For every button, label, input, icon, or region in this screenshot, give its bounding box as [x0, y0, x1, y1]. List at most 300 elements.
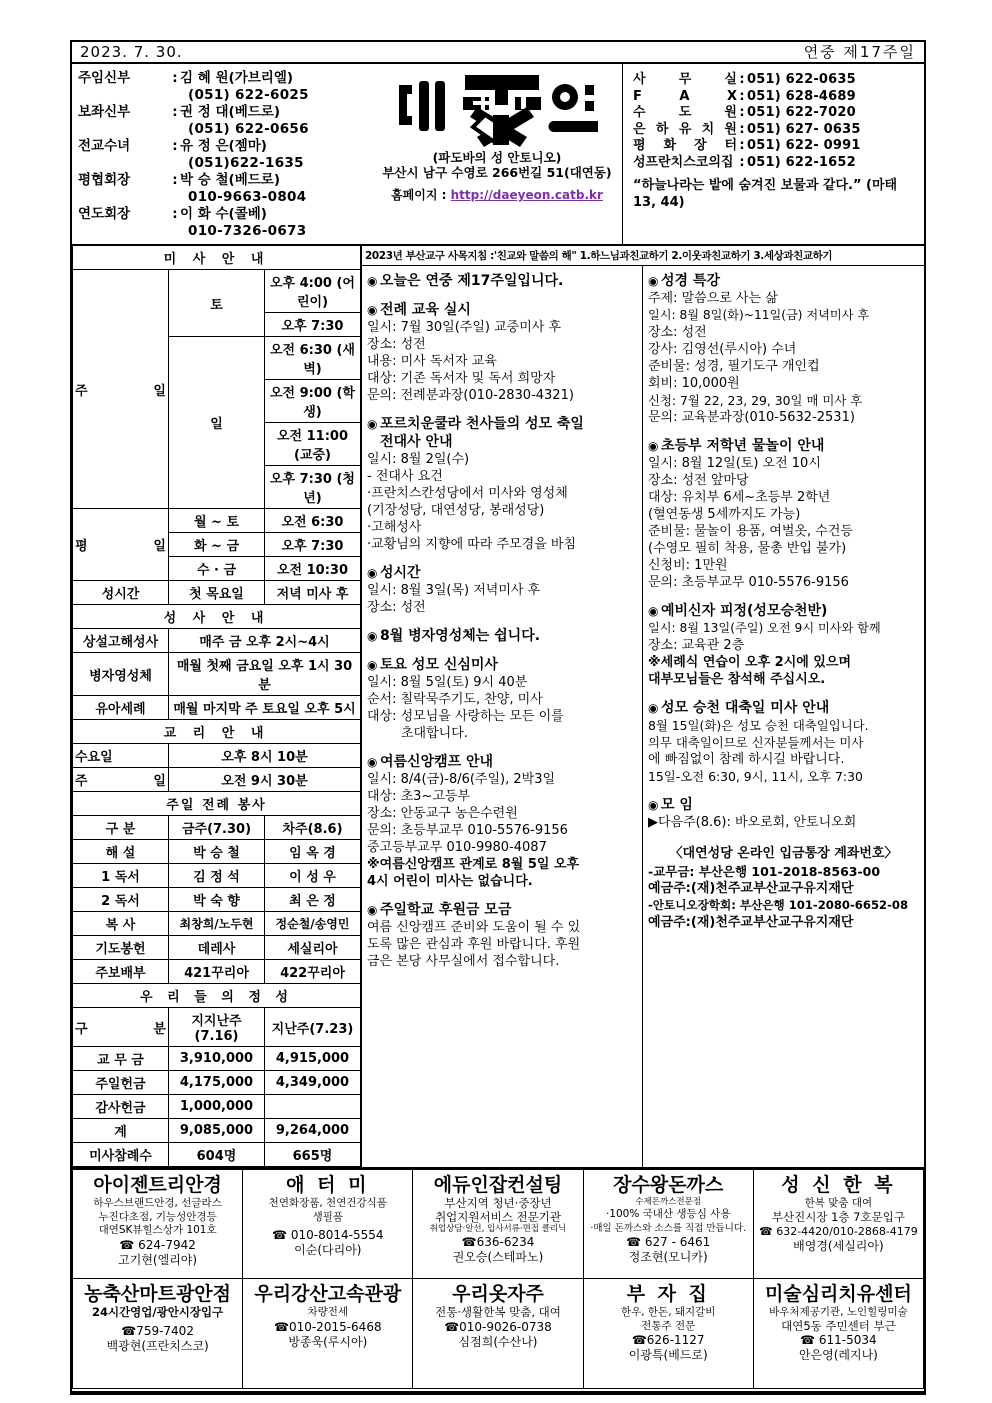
announcement-line: 8월 15일(화)은 성모 승천 대축일입니다. [648, 718, 869, 733]
bulletin-body [72, 246, 924, 1169]
ad-detail: 전통주 전문 [641, 1319, 696, 1332]
sacrament-time: 매월 마지막 주 토요일 오후 5시 [169, 696, 361, 720]
ad-owner: 안은영(레지나) [798, 1348, 878, 1362]
announcement [648, 437, 919, 591]
offering-header: 구 분 [73, 1008, 169, 1047]
sacrament-table-title: 성 사 안 내 [73, 605, 361, 629]
ad-detail: 차량전세 [307, 1306, 349, 1318]
announcement-line: 장소: 성전 [367, 337, 426, 352]
clergy-role: 연도회장 [78, 206, 131, 222]
announcement [648, 699, 919, 785]
offering-amount: 1,000,000 [169, 1095, 265, 1119]
announcement-line: 의무 대축일이므로 신자분들께서는 미사 [648, 735, 864, 750]
masthead [72, 64, 924, 246]
bank-account-holder: 예금주:(재)천주교부산교구유지재단 [648, 915, 854, 930]
daeyeon-calligraphy-logo [389, 71, 605, 147]
announcement-line: - 전대사 요건 [367, 469, 443, 484]
ad-detail: 한복 맞춤 대여 [804, 1197, 873, 1209]
contact-phone: 051) 622-7020 [747, 105, 856, 120]
liturgy-this-week: 421꾸리아 [169, 960, 265, 984]
announcement [367, 656, 637, 742]
announcement-line: 여름 신앙캠프 준비와 도움이 될 수 있 [367, 920, 581, 935]
clergy-role: 주임신부 [78, 70, 131, 86]
contact-label: 수 도 원 [633, 105, 737, 120]
mass-time: 오전 6:30 (새벽) [265, 337, 361, 380]
announcement [367, 901, 637, 970]
bullet-icon: ◉ [367, 566, 378, 580]
parish-patron: (파도바의 성 안토니오) [432, 150, 562, 165]
announcement [367, 301, 637, 404]
ad-card[interactable] [72, 1169, 243, 1279]
ad-business-name: 미술심리치유센터 [764, 1283, 912, 1305]
ad-owner: 고기현(엘리야) [118, 1252, 198, 1267]
announcement-title: 모 임 [661, 797, 693, 813]
mass-time: 오후 4:00 (어린이) [265, 270, 361, 313]
contact-row [633, 155, 922, 172]
contact-label: 성프란치스코의집 [633, 154, 734, 170]
announcement-title: 여름신앙캠프 안내 [380, 754, 494, 770]
liturgy-header: 구 분 [73, 816, 169, 840]
announcement-line: 준비물: 성경, 필기도구 개인컵 [648, 359, 820, 374]
mass-time: 오후 7:30 [265, 313, 361, 337]
ad-card[interactable] [413, 1169, 583, 1279]
clergy-entry [78, 206, 370, 240]
announcement-line: 순서: 칠락묵주기도, 찬양, 미사 [367, 692, 543, 707]
mass-table-title: 미 사 안 내 [73, 246, 361, 270]
weekday-days: 화 ~ 금 [169, 533, 265, 557]
ad-card[interactable] [72, 1279, 243, 1389]
clergy-role: 보좌신부 [78, 104, 131, 120]
sacrament-name: 유아세례 [73, 696, 169, 720]
ad-detail: 24시간영업/광안시장입구 [91, 1305, 224, 1319]
announcement-title: 성경 특강 [661, 273, 720, 289]
colon: : [172, 172, 178, 188]
announcement-line: 장소: 성전 [648, 325, 707, 340]
colon: : [172, 70, 178, 86]
ad-phone: ☎759-7402 [121, 1323, 194, 1338]
announcement [648, 796, 919, 831]
sacrament-name: 병자영성체 [73, 653, 169, 696]
holy-hour-time: 저녁 미사 후 [265, 581, 361, 605]
ad-detail: 누진다초점, 기능성안경등 [98, 1210, 217, 1223]
sunday-group-label: 주 일 [73, 270, 169, 509]
colon: : [739, 105, 745, 120]
doctrine-time: 오후 8시 10분 [169, 744, 361, 768]
table-row [73, 864, 361, 888]
saturday-label: 토 [169, 270, 265, 337]
advertisements [72, 1169, 924, 1389]
announcement-line: 회비: 10,000원 [648, 376, 740, 391]
parish-address: 부산시 남구 수영로 266번길 51(대연동) [382, 165, 612, 180]
ad-detail: 바우처제공기관, 노인힐링미술 [769, 1306, 908, 1318]
issue-date: 2023. 7. 30. [80, 42, 183, 61]
announcement-line: 대상: 성모님을 사랑하는 모든 이를 [367, 709, 564, 724]
announcement-line: ·프란치스칸성당에서 미사와 영성체 [367, 486, 568, 501]
bullet-icon: ◉ [367, 417, 378, 431]
announcement-title: 초등부 저학년 물놀이 안내 [661, 438, 825, 454]
colon: : [739, 154, 745, 170]
clergy-phone: (051) 622-0656 [188, 121, 309, 137]
weekday-days: 수 · 금 [169, 557, 265, 581]
announcement-line: 중고등부교무 010-9980-4087 [367, 840, 547, 855]
ad-detail: 천연화장품, 천연건강식품 [268, 1197, 387, 1209]
bullet-icon: ◉ [367, 629, 378, 643]
ad-business-name: 성 신 한 복 [781, 1174, 896, 1196]
contact-list [622, 64, 924, 244]
liturgy-role: 해 설 [73, 840, 169, 864]
ad-owner: 방종욱(루시아) [288, 1334, 368, 1349]
announcement-line: 장소: 성전 앞마당 [648, 473, 749, 488]
doctrine-time: 오전 9시 30분 [169, 768, 361, 792]
announcement-line-bold: ※세례식 연습이 오후 2시에 있으며 [648, 655, 852, 670]
announcement-title: 성시간 [380, 565, 421, 581]
bullet-icon: ◉ [648, 439, 659, 453]
weekday-group-label: 평 일 [73, 509, 169, 581]
colon: : [739, 138, 745, 153]
ad-row [72, 1279, 924, 1389]
ad-detail: 전통·생활한복 맞춤, 대여 [435, 1305, 561, 1319]
bullet-icon: ◉ [367, 303, 378, 317]
clergy-phone: 010-9663-0804 [188, 189, 307, 205]
clergy-phone: (051)622-1635 [188, 155, 304, 171]
announcement-title-second-line: 전대사 안내 [380, 434, 453, 450]
ad-detail-small: 수제돈까스전문점 [635, 1197, 702, 1207]
announcement [367, 415, 637, 553]
announcement [367, 627, 637, 645]
liturgy-this-week: 데레사 [169, 936, 265, 960]
contact-row [633, 105, 922, 122]
contact-label: 은 하 유 치 원 [633, 121, 737, 137]
table-row [73, 840, 361, 864]
contact-phone: 051) 622-1652 [747, 154, 856, 170]
announcement-line: ▶다음주(8.6): 바오로회, 안토니오회 [648, 815, 857, 830]
offering-amount: 4,349,000 [265, 1071, 361, 1095]
announcement-line: 에 빠짐없이 참례 하시길 바랍니다. [648, 752, 845, 767]
offering-amount: 4,915,000 [265, 1047, 361, 1071]
announcement-line: ·교황님의 지향에 따라 주모경을 바침 [367, 537, 577, 552]
announcement-line: 신청: 7월 22, 23, 29, 30일 매 미사 후 [648, 393, 863, 408]
announcement-line: 금은 본당 사무실에서 접수합니다. [367, 954, 560, 969]
announcement-line: 강사: 김영선(루시아) 수녀 [648, 342, 797, 357]
offering-amount: 604명 [169, 1143, 265, 1167]
ad-business-name: 우리강산고속관광 [254, 1283, 402, 1305]
ad-phone: ☎636-6234 [461, 1235, 535, 1249]
announcement-line: 주제: 말씀으로 사는 삶 [648, 291, 778, 306]
liturgy-role: 1 독서 [73, 864, 169, 888]
announcement-line: 문의: 교육분과장(010-5632-2531) [648, 410, 855, 425]
announcement-title: 성모 승천 대축일 미사 안내 [661, 700, 830, 716]
colon: : [172, 138, 178, 154]
offering-header: 지지난주(7.16) [169, 1008, 265, 1047]
table-row [73, 1047, 361, 1071]
clergy-name: 유 정 은(젬마) [180, 138, 267, 154]
announcement-line: 내용: 미사 독서자 교육 [367, 354, 497, 369]
offering-category: 계 [73, 1119, 169, 1143]
mass-time: 오전 9:00 (학생) [265, 380, 361, 423]
table-row [73, 960, 361, 984]
ad-card[interactable] [584, 1169, 754, 1279]
announcement-line: 준비물: 물놀이 용품, 여벌옷, 수건등 [648, 524, 853, 539]
bottom-rule [72, 1391, 924, 1393]
ad-card[interactable] [243, 1279, 413, 1389]
bullet-icon: ◉ [648, 798, 659, 812]
liturgy-this-week: 박 승 철 [169, 840, 265, 864]
offering-amount: 9,085,000 [169, 1119, 265, 1143]
bank-account-box [648, 845, 919, 931]
contact-phone: 051) 628-4689 [747, 88, 856, 104]
liturgical-season: 연중 제17주일 [803, 43, 916, 61]
offering-table-title: 우 리 들 의 정 성 [73, 984, 361, 1008]
clergy-name: 권 정 대(베드로) [180, 104, 280, 120]
colon: : [739, 88, 745, 104]
offering-category: 감사헌금 [73, 1095, 169, 1119]
liturgy-this-week: 최창희/노두현 [169, 912, 265, 936]
homepage-label: 홈페이지 : [391, 188, 447, 202]
liturgy-role: 복 사 [73, 912, 169, 936]
announcement-title: 주일학교 후원금 모금 [380, 902, 512, 918]
announcement-line: 일시: 8월 8일(화)~11일(금) 저녁미사 후 [648, 308, 870, 322]
contact-label: 사 무 실 [633, 72, 737, 87]
ad-phone: ☎010-2015-6468 [274, 1319, 382, 1334]
gospel-quote: “하늘나라는 밭에 숨겨진 보물과 같다.” (마태 13, 44) [633, 178, 898, 210]
ad-owner: 이광특(베드로) [628, 1348, 708, 1362]
bullet-icon: ◉ [367, 903, 378, 917]
ad-detail: 대연5동 주민센터 부근 [781, 1318, 896, 1333]
ad-detail: 부산진시장 1층 7호문입구 [771, 1209, 905, 1224]
ad-detail: 하우스브랜드안경, 선글라스 [93, 1197, 222, 1209]
contact-row [633, 72, 922, 89]
holy-hour-day: 첫 목요일 [169, 581, 265, 605]
announcement-title: 8월 병자영성체는 쉽니다. [380, 628, 541, 644]
announcement-line: 장소: 교육관 2층 [648, 638, 745, 653]
announcement-line: (수영모 필히 착용, 물총 반입 불가) [648, 541, 847, 556]
bullet-icon: ◉ [367, 274, 378, 288]
ad-business-name: 농축산마트광안점 [84, 1283, 232, 1305]
mass-time: 오전 11:00 (교중) [265, 423, 361, 466]
weekday-days: 월 ~ 토 [169, 509, 265, 533]
announcement-line: 대상: 기존 독서자 및 독서 희망자 [367, 371, 556, 386]
ad-business-name: 우리옷자주 [452, 1283, 544, 1305]
ad-phone: ☎010-9026-0738 [444, 1319, 552, 1334]
bullet-icon: ◉ [648, 701, 659, 715]
offering-amount: 4,175,000 [169, 1071, 265, 1095]
ad-detail: 한우, 한돈, 돼지갈비 [620, 1306, 716, 1318]
offering-amount: 665명 [265, 1143, 361, 1167]
ad-business-name: 장수왕돈까스 [613, 1174, 724, 1196]
ad-detail: 대연SK뷰힐스상가 101호 [98, 1224, 217, 1236]
bullet-icon: ◉ [367, 658, 378, 672]
parish-identity [372, 64, 622, 244]
ad-card[interactable] [754, 1279, 924, 1389]
liturgy-table-title: 주일 전례 봉사 [73, 792, 361, 816]
announcements-right-column [643, 266, 924, 1167]
ad-phone: ☎ 010-8014-5554 [272, 1228, 384, 1242]
mass-time: 오전 10:30 [265, 557, 361, 581]
announcement-line: 일시: 8월 13일(주일) 오전 9시 미사와 함께 [648, 621, 881, 635]
table-row [73, 1119, 361, 1143]
announcement-line-bold: 대부모님들은 참석해 주십시오. [648, 672, 826, 687]
ad-card[interactable] [243, 1169, 413, 1279]
announcement-line: 15일-오전 6:30, 9시, 11시, 오후 7:30 [648, 769, 863, 784]
doctrine-day: 주 일 [73, 768, 169, 792]
ad-phone: ☎ 624-7942 [119, 1237, 196, 1252]
bank-account-line: -교무금: 부산은행 101-2018-8563-00 [648, 864, 881, 879]
mass-time: 오전 6:30 [265, 509, 361, 533]
announcement-line: (혈연동생 5세까지도 가능) [648, 507, 801, 522]
bullet-icon: ◉ [648, 604, 659, 618]
announcement-line: 장소: 성전 [367, 600, 426, 615]
parish-homepage [372, 186, 622, 203]
announcement-line: ·고해성사 [367, 520, 422, 535]
ad-phone: ☎ 627 - 6461 [626, 1235, 711, 1249]
bank-account-line: -안토니오장학회: 부산은행 101-2080-6652-08 [648, 898, 909, 912]
clergy-entry [78, 70, 370, 104]
offering-category: 주일헌금 [73, 1071, 169, 1095]
ad-business-name: 애 터 미 [286, 1174, 370, 1196]
ad-owner: 정조현(모니카) [628, 1250, 708, 1264]
colon: : [739, 72, 745, 87]
contact-row [633, 122, 922, 139]
offering-amount [265, 1095, 361, 1119]
offering-category: 미사참례수 [73, 1143, 169, 1167]
colon: : [172, 104, 178, 120]
announcement-line-bold: 4시 어린이 미사는 없습니다. [367, 874, 533, 889]
clergy-role: 전교수녀 [78, 138, 131, 154]
announcement-line: 장소: 안동교구 농은수련원 [367, 806, 518, 821]
clergy-entry [78, 172, 370, 206]
sacrament-time: 매월 첫째 금요일 오후 1시 30분 [169, 653, 361, 696]
homepage-link[interactable]: http://daeyeon.catb.kr [450, 188, 603, 202]
contact-phone: 051) 627- 0635 [747, 121, 861, 137]
ad-owner: 이순(다리아) [294, 1243, 362, 1257]
ad-card[interactable] [754, 1169, 924, 1279]
clergy-name: 김 혜 원(가브리엘) [180, 70, 294, 86]
ad-owner: 백광현(프란치스코) [106, 1338, 209, 1353]
parish-logo [372, 70, 622, 148]
ad-phone: ☎ 611-5034 [800, 1333, 877, 1347]
bank-account-holder: 예금주:(재)천주교부산교구유지재단 [648, 881, 854, 896]
liturgy-header: 차주(8.6) [265, 816, 361, 840]
announcement-line: 일시: 8월 5일(토) 9시 40분 [367, 675, 528, 690]
ad-detail: 취업지원서비스 전문기관 [435, 1209, 561, 1224]
ad-card[interactable] [584, 1279, 754, 1389]
announcement [367, 564, 637, 616]
ad-business-name: 부 자 집 [626, 1283, 710, 1305]
announcement-line: 일시: 7월 30일(주일) 교중미사 후 [367, 320, 562, 335]
offering-header: 지난주(7.23) [265, 1008, 361, 1047]
table-row [73, 1143, 361, 1167]
ad-detail: 부산지역 청년·중장년 [444, 1196, 552, 1210]
clergy-entry [78, 104, 370, 138]
offering-category: 교 무 금 [73, 1047, 169, 1071]
announcement-line: 도록 많은 관심과 후원 바랍니다. 후원 [367, 937, 581, 952]
ad-card[interactable] [413, 1279, 583, 1389]
contact-label: 평 화 장 터 [633, 138, 737, 153]
liturgy-role: 기도봉헌 [73, 936, 169, 960]
table-row [73, 1095, 361, 1119]
bullet-icon: ◉ [367, 755, 378, 769]
ad-detail: ·100% 국내산 생등심 사용 [605, 1208, 731, 1220]
date-season-bar [72, 42, 924, 64]
ad-detail: 생필품 [312, 1210, 344, 1223]
announcements-middle-column [362, 266, 643, 1167]
announcements-area [362, 246, 924, 1167]
contact-label: F A X [633, 88, 737, 104]
ad-row [72, 1169, 924, 1279]
offering-amount: 9,264,000 [265, 1119, 361, 1143]
doctrine-table-title: 교 리 안 내 [73, 720, 361, 744]
bulletin-frame [70, 40, 926, 1395]
liturgy-role: 2 독서 [73, 888, 169, 912]
clergy-name: 박 승 철(베드로) [180, 172, 280, 188]
sacrament-name: 상설고해성사 [73, 629, 169, 653]
liturgy-this-week: 박 숙 향 [169, 888, 265, 912]
liturgy-header: 금주(7.30) [169, 816, 265, 840]
contact-phone: 051) 622- 0991 [747, 138, 861, 153]
liturgy-this-week: 김 정 석 [169, 864, 265, 888]
table-row [73, 1071, 361, 1095]
clergy-entry [78, 138, 370, 172]
liturgy-role: 주보배부 [73, 960, 169, 984]
ad-phone: ☎ 632-4420/010-2868-4179 [759, 1225, 918, 1238]
ad-business-name: 에듀인잡컨설팅 [433, 1174, 563, 1196]
clergy-name: 이 화 수(콜베) [180, 206, 267, 222]
announcement [367, 753, 637, 890]
sunday-label: 일 [169, 337, 265, 509]
liturgy-next-week: 세실리아 [265, 936, 361, 960]
liturgy-next-week: 정순철/송영민 [265, 912, 361, 936]
bank-account-title: 〈대연성당 온라인 입금통장 계좌번호〉 [669, 846, 898, 861]
clergy-role: 평협회장 [78, 172, 131, 188]
announcement-line: 대상: 초3~고등부 [367, 789, 471, 804]
announcement-line: (기장성당, 대연성당, 봉래성당) [367, 503, 545, 518]
liturgy-next-week: 임 옥 경 [265, 840, 361, 864]
bullet-icon: ◉ [648, 274, 659, 288]
holy-hour-label: 성시간 [73, 581, 169, 605]
ad-detail-small: 취업상담·알선, 입사서류·면접 클리닉 [429, 1224, 567, 1234]
liturgy-next-week: 422꾸리아 [265, 960, 361, 984]
ad-owner: 배영경(세실리아) [793, 1239, 884, 1253]
contact-row [633, 138, 922, 155]
announcement-line: 일시: 8/4(금)-8/6(주일), 2박3일 [367, 772, 556, 787]
table-row [73, 888, 361, 912]
announcement-line: 문의: 초등부교무 010-5576-9156 [367, 823, 568, 838]
announcement-line: 신청비: 1만원 [648, 558, 728, 573]
announcement-line: 문의: 초등부교무 010-5576-9156 [648, 575, 849, 590]
ad-detail: ·매일 돈까스와 소스를 직접 만듭니다. [590, 1222, 747, 1234]
clergy-list [72, 64, 372, 244]
ad-business-name: 아이젠트리안경 [93, 1174, 222, 1196]
announcement-title: 전례 교육 실시 [380, 302, 471, 318]
announcement-line: 일시: 8월 12일(토) 오전 10시 [648, 456, 821, 471]
diocese-guideline-banner: 2023년 부산교구 사목지침 :'친교와 말씀의 해" 1.하느님과친교하기 2.이웃과친교하기 3.세상과친교하기 [362, 246, 924, 266]
announcement-line: 대상: 유치부 6세~초등부 2학년 [648, 490, 831, 505]
clergy-phone: 010-7326-0673 [188, 223, 307, 239]
announcement-title: 포르치운쿨라 천사들의 성모 축일 [380, 416, 584, 432]
announcement [367, 272, 637, 290]
announcement-title: 예비신자 피정(성모승천반) [661, 603, 828, 619]
contact-row [633, 89, 922, 106]
table-row [73, 912, 361, 936]
ad-phone: ☎626-1127 [631, 1333, 705, 1347]
liturgy-next-week: 최 은 정 [265, 888, 361, 912]
announcement [648, 602, 919, 688]
liturgy-next-week: 이 성 우 [265, 864, 361, 888]
announcement-title: 토요 성모 신심미사 [380, 657, 498, 673]
clergy-phone: (051) 622-6025 [188, 87, 309, 103]
mass-time: 오후 7:30 [265, 533, 361, 557]
doctrine-day: 수요일 [73, 744, 169, 768]
